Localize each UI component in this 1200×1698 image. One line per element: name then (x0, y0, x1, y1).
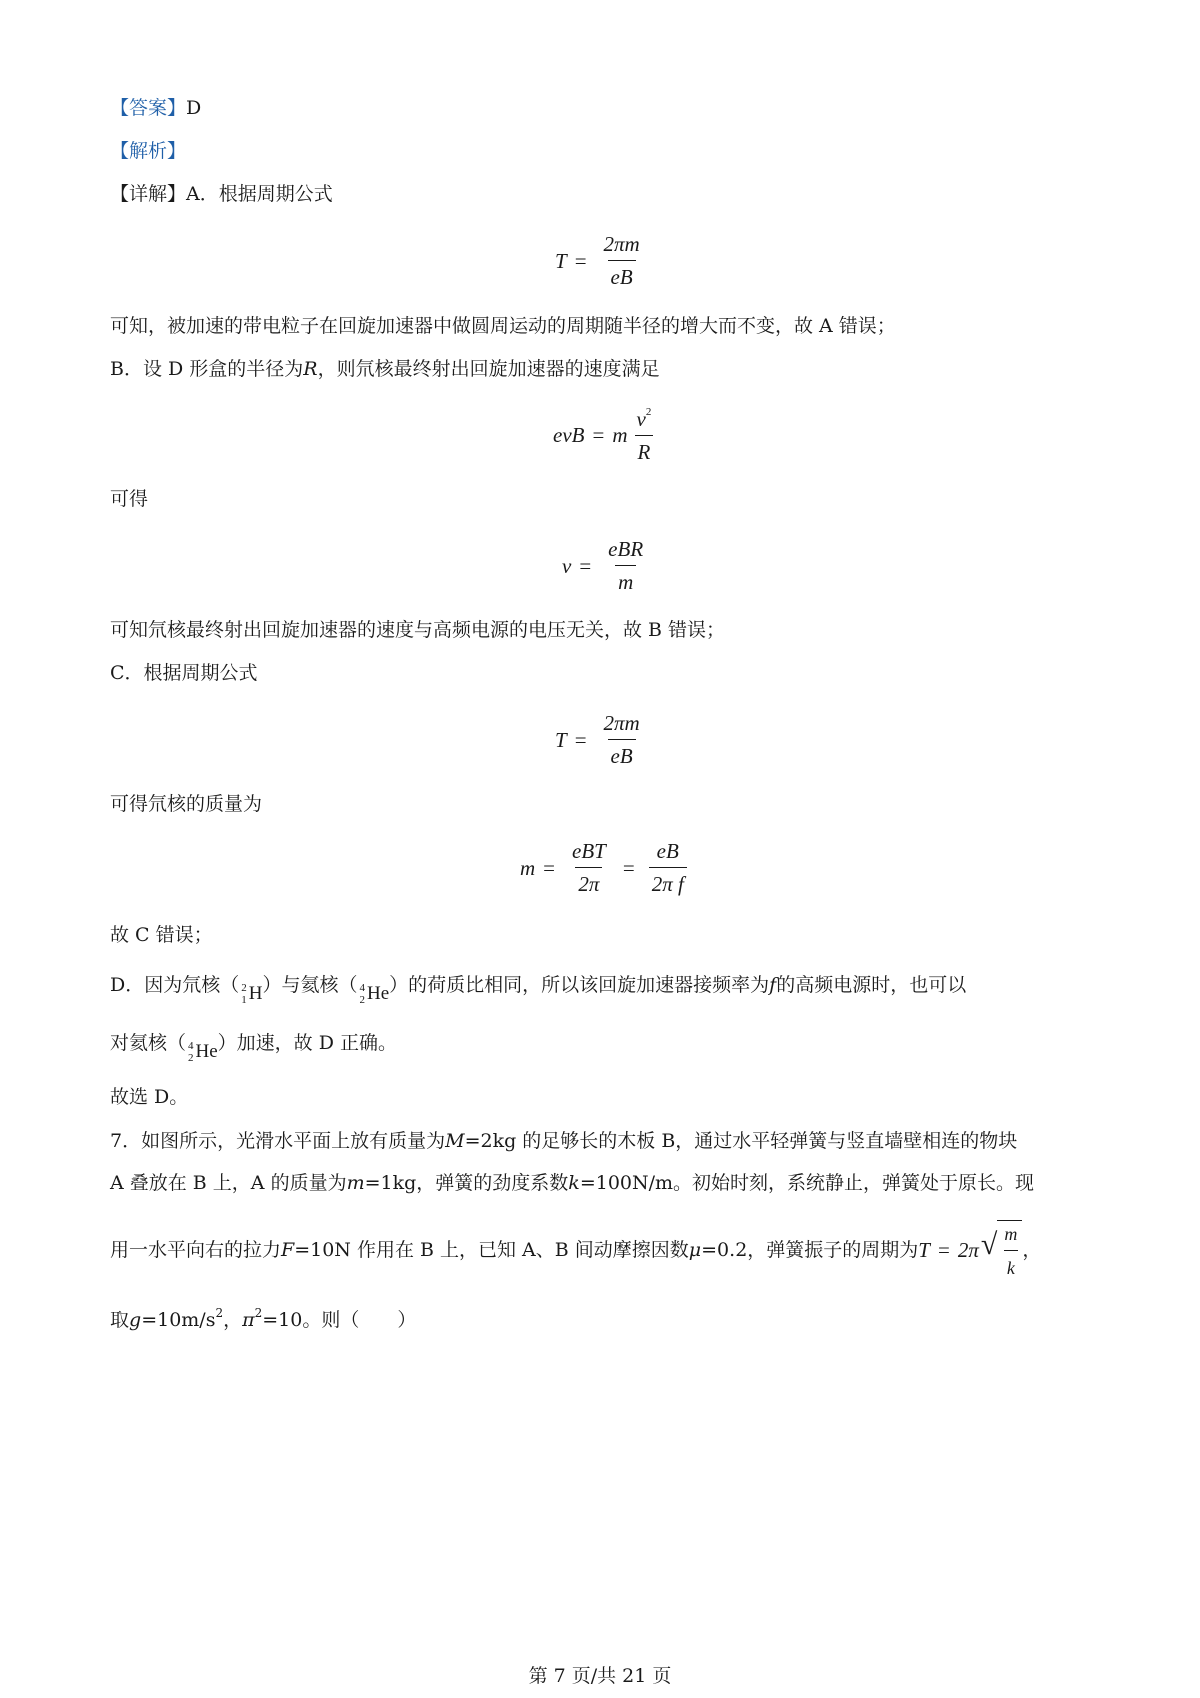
question-7-line-1 (110, 1128, 1017, 1154)
gravity-symbol: g (129, 1309, 142, 1331)
formula-lhs: T (555, 248, 567, 273)
fraction-numerator: eBT (572, 839, 606, 863)
fraction-numerator: eBR (608, 537, 644, 561)
q7-text-4: =1kg，弹簧的劲度系数 (364, 1172, 569, 1194)
formula-mass: m (612, 423, 628, 447)
exponent: 2 (215, 1306, 224, 1320)
force-symbol: F (281, 1239, 295, 1261)
friction-coefficient-symbol: μ (688, 1239, 702, 1261)
mass-number: 4 (359, 982, 365, 994)
charge-number: 2 (188, 1052, 194, 1064)
option-a-conclusion: 可知，被加速的带电粒子在回旋加速器中做圆周运动的周期随半径的增大而不变，故 A 错误； (110, 315, 896, 337)
option-b-conclusion: 可知氘核最终射出回旋加速器的速度与高频电源的电压无关，故 B 错误； (110, 619, 726, 641)
fraction-denominator: eB (608, 739, 636, 769)
formula-fraction (605, 537, 646, 595)
q7-comma: ， (1022, 1239, 1042, 1261)
option-d-text-3: ）的荷质比相同，所以该回旋加速器接频率为 (389, 974, 770, 996)
square-root: √ $\frac{m}{k}$ (981, 1220, 1022, 1281)
answer-value: D (186, 97, 202, 119)
fraction-numerator: eB (656, 839, 679, 863)
q7-text-2: =2kg 的足够长的木板 B，通过水平轻弹簧与竖直墙壁相连的物块 (464, 1130, 1018, 1152)
q7-text-11: ， (223, 1309, 243, 1331)
element-symbol: He (195, 1041, 218, 1062)
fraction-denominator: 2π (575, 867, 602, 897)
q7-text-10: =10m/s (141, 1309, 216, 1331)
option-c-intro: C．根据周期公式 (110, 662, 258, 684)
helium-nuclide (357, 981, 389, 1007)
fraction-numerator: 2πm (603, 711, 640, 735)
helium-nuclide (186, 1039, 218, 1065)
option-b-intro (110, 356, 660, 382)
fraction-denominator: eB (608, 260, 636, 290)
option-b-intro-text-2: ，则氘核最终射出回旋加速器的速度满足 (317, 358, 660, 380)
charge-number: 2 (359, 994, 365, 1006)
q7-text-9: 取 (110, 1309, 130, 1331)
formula-lhs: m (520, 855, 536, 880)
formula-period-a: T = $\frac{2\pi m}{eB}$ (555, 232, 649, 290)
option-b-intro-text: B．设 D 形盒的半径为 (110, 358, 304, 380)
answer-label: 【答案】 (110, 97, 187, 119)
fraction-denominator: k (1004, 1250, 1018, 1281)
option-d-text-5: 对氦核（ (110, 1032, 187, 1054)
detail-label: 【详解】 (110, 183, 187, 205)
q7-text: 7．如图所示，光滑水平面上放有质量为 (110, 1130, 446, 1152)
option-d-text: D．因为氘核（ (110, 974, 240, 996)
question-7-line-2 (110, 1170, 1034, 1196)
q7-text-8: =0.2，弹簧振子的周期为 (701, 1239, 919, 1261)
period-coefficient: 2π (957, 1238, 979, 1262)
q7-text-3: A 叠放在 B 上，A 的质量为 (110, 1172, 347, 1194)
final-answer: 故选 D。 (110, 1086, 189, 1108)
fraction-numerator: 2πm (603, 232, 640, 256)
formula-lorentz-force: evB = m $\frac{v^2}{R}$ (553, 406, 660, 465)
option-c-conclusion: 故 C 错误； (110, 924, 213, 946)
q7-text-12: =10。则（ ） (262, 1309, 417, 1331)
mass-number: 4 (188, 1040, 194, 1052)
spring-constant-symbol: k (568, 1172, 580, 1194)
option-d-text-2: ）与氦核（ (262, 974, 358, 996)
analysis-label: 【解析】 (110, 140, 187, 162)
mass-block-symbol: m (346, 1172, 365, 1194)
formula-fraction (601, 232, 643, 290)
option-d-line-2 (110, 1030, 397, 1065)
period-symbol: T (918, 1238, 930, 1262)
q7-text-6: 用一水平向右的拉力 (110, 1239, 282, 1261)
option-d-text-4: 的高频电源时，也可以 (776, 974, 967, 996)
formula-mass: m = $\frac{\text{eBT}}{2\pi}$ = $\frac{eB}{\text{2π f}}$ (520, 839, 693, 897)
formula-lhs: T (555, 727, 567, 752)
velocity-symbol: v (636, 407, 646, 431)
radius-symbol: R (303, 358, 318, 380)
answer-line (110, 95, 201, 121)
mass-board-symbol: M (445, 1130, 465, 1152)
q7-text-7: =10N 作用在 B 上，已知 A、B 间动摩擦因数 (294, 1239, 689, 1261)
period-formula: T = 2π √ $\frac{m}{k}$ (918, 1220, 1022, 1281)
fraction-numerator (634, 406, 655, 435)
formula-fraction (634, 406, 655, 465)
detail-line-a (110, 181, 333, 207)
formula-lhs: evB (553, 423, 585, 447)
formula-period-c: T = $\frac{2\pi m}{eB}$ (555, 711, 649, 769)
element-symbol: He (366, 983, 390, 1004)
charge-number: 1 (241, 994, 247, 1006)
element-symbol: H (248, 983, 263, 1004)
formula-fraction-2 (649, 839, 687, 897)
fraction-denominator: R (635, 435, 654, 465)
option-d-line-1 (110, 972, 966, 1007)
mass-number: 2 (241, 982, 247, 994)
frequency-symbol: f (769, 974, 777, 996)
option-a-intro: A．根据周期公式 (186, 183, 333, 205)
formula-fraction (601, 711, 643, 769)
option-c-mid: 可得氘核的质量为 (110, 793, 263, 815)
fraction-denominator: m (615, 565, 636, 595)
question-7-line-4 (110, 1300, 416, 1333)
formula-fraction-1 (569, 839, 609, 897)
formula-velocity: v = $\frac{\text{eBR}}{m}$ (562, 537, 652, 595)
formula-lhs: v (562, 553, 572, 578)
pi-symbol: π (242, 1309, 255, 1331)
question-7-line-3 (110, 1222, 1041, 1278)
exponent: 2 (254, 1306, 263, 1320)
option-b-mid: 可得 (110, 488, 149, 510)
q7-text-5: =100N/m。初始时刻，系统静止，弹簧处于原长。现 (579, 1172, 1035, 1194)
option-d-text-6: ）加速，故 D 正确。 (217, 1032, 397, 1054)
page-footer: 第 7 页/共 21 页 (528, 1665, 672, 1687)
deuteron-nuclide (239, 981, 262, 1007)
exponent: 2 (645, 406, 652, 418)
fraction-numerator: m (1004, 1223, 1018, 1244)
fraction-denominator: 2π f (649, 867, 687, 897)
